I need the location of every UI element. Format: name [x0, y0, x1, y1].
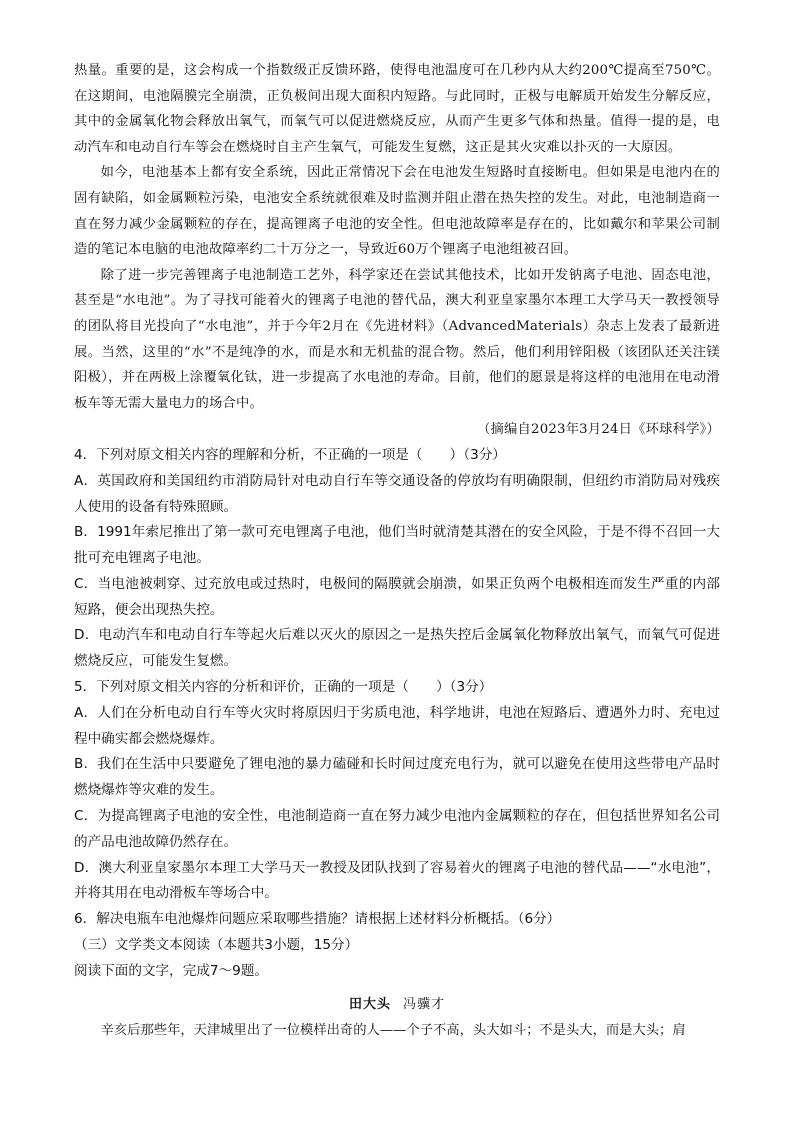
- question-5-option-a: A．人们在分析电动自行车等火灾时将原因归于劣质电池，科学地讲，电池在短路后、遭遇外力时、充电过程中确实都会燃烧爆炸。: [74, 704, 720, 747]
- story-title: 田大头: [348, 996, 391, 1012]
- article-paragraph-2: 如今，电池基本上都有安全系统，因此正常情况下会在电池发生短路时直接断电。但如果是电池内在的固有缺陷，如金属颗粒污染，电池安全系统就很难及时监测并阻止潜在热失控的发生。对此，电池制造商一直在努力减少金属颗粒的存在，提高锂离子电池的安全性。但电池故障率是存在的，比如戴尔和苹果公司制造的笔记本电脑的电池故障率约二十万分之一，导致近60万个锂离子电池组被召回。: [74, 165, 720, 258]
- article-source: （摘编自2023年3月24日《环球科学》）: [477, 422, 720, 438]
- questions-block: [74, 443, 720, 985]
- question-4-stem: 4．下列对原文相关内容的理解和分析，不正确的一项是（ ）（3分）: [74, 446, 506, 463]
- question-5-option-b: B．我们在生活中只要避免了锂电池的暴力磕碰和长时间过度充电行为，就可以避免在使用这些带电产品时燃烧爆炸等灾难的发生。: [74, 756, 720, 799]
- question-4-option-a: A．英国政府和美国纽约市消防局针对电动自行车等交通设备的停放均有明确限制，但纽约市消防局对残疾人使用的设备有特殊照顾。: [74, 472, 720, 515]
- story-first-line: 辛亥后那些年，天津城里出了一位模样出奇的人——个子不高，头大如斗；不是头大，而是大头；肩: [100, 1022, 686, 1038]
- question-5-stem: 5．下列对原文相关内容的分析和评价，正确的一项是（ ）（3分）: [74, 679, 493, 696]
- section-heading-literary: （三）文学类文本阅读（本题共3小题，15分）: [74, 937, 359, 954]
- question-5-option-d: D．澳大利亚皇家墨尔本理工大学马天一教授及团队找到了容易着火的锂离子电池的替代品——“水电池”，并将其用在电动滑板车等场合中。: [74, 859, 720, 902]
- story-author: 冯骥才: [403, 996, 446, 1012]
- question-6-stem: 6．解决电瓶车电池爆炸问题应采取哪些措施？请根据上述材料分析概括。（6分）: [74, 911, 561, 928]
- question-4-option-c: C．当电池被刺穿、过充放电或过热时，电极间的隔膜就会崩溃，如果正负两个电极相连而发生严重的内部短路，便会出现热失控。: [74, 575, 720, 618]
- question-4-option-b: B．1991年索尼推出了第一款可充电锂离子电池，他们当时就清楚其潜在的安全风险，于是不得不召回一大批可充电锂离子电池。: [74, 524, 720, 567]
- reading-instruction: 阅读下面的文字，完成7～9题。: [74, 962, 269, 979]
- story-heading: [74, 993, 720, 1012]
- article-body: [74, 58, 720, 443]
- article-paragraph-3: 除了进一步完善锂离子电池制造工艺外，科学家还在尝试其他技术，比如开发钠离子电池、固态电池，甚至是“水电池”。为了寻找可能着火的锂离子电池的替代品，澳大利亚皇家墨尔本理工大学马天一教授领导的团队将目光投向了“水电池”，并于今年2月在《先进材料》（AdvancedMaterials）杂志上发表了最新进展。当然，这里的“水”不是纯净的水，而是水和无机盐的混合物。然后，他们利用锌阳极（该团队还关注镁阳极），并在两极上涂覆氧化钛，进一步提高了水电池的寿命。目前，他们的愿景是将这样的电池用在电动滑板车等无需大量电力的场合中。: [74, 267, 720, 411]
- question-5-option-c: C．为提高锂离子电池的安全性，电池制造商一直在努力减少电池内金属颗粒的存在，但包括世界知名公司的产品电池故障仍然存在。: [74, 808, 720, 850]
- article-paragraph-1: 热量。重要的是，这会构成一个指数级正反馈环路，使得电池温度可在几秒内从大约200℃提高至750℃。在这期间，电池隔膜完全崩溃，正负极间出现大面积内短路。与此同时，正极与电解质开始发生分解反应，其中的金属氧化物会释放出氧气，而氧气可以促进燃烧反应，从而产生更多气体和热量。值得一提的是，电动汽车和电动自行车等会在燃烧时自主产生氧气，可能发生复燃，这正是其火灾难以扑灭的一大原因。: [74, 63, 720, 155]
- question-4-option-d: D．电动汽车和电动自行车等起火后难以灭火的原因之一是热失控后金属氧化物释放出氧气，而氧气可促进燃烧反应，可能发生复燃。: [74, 627, 720, 670]
